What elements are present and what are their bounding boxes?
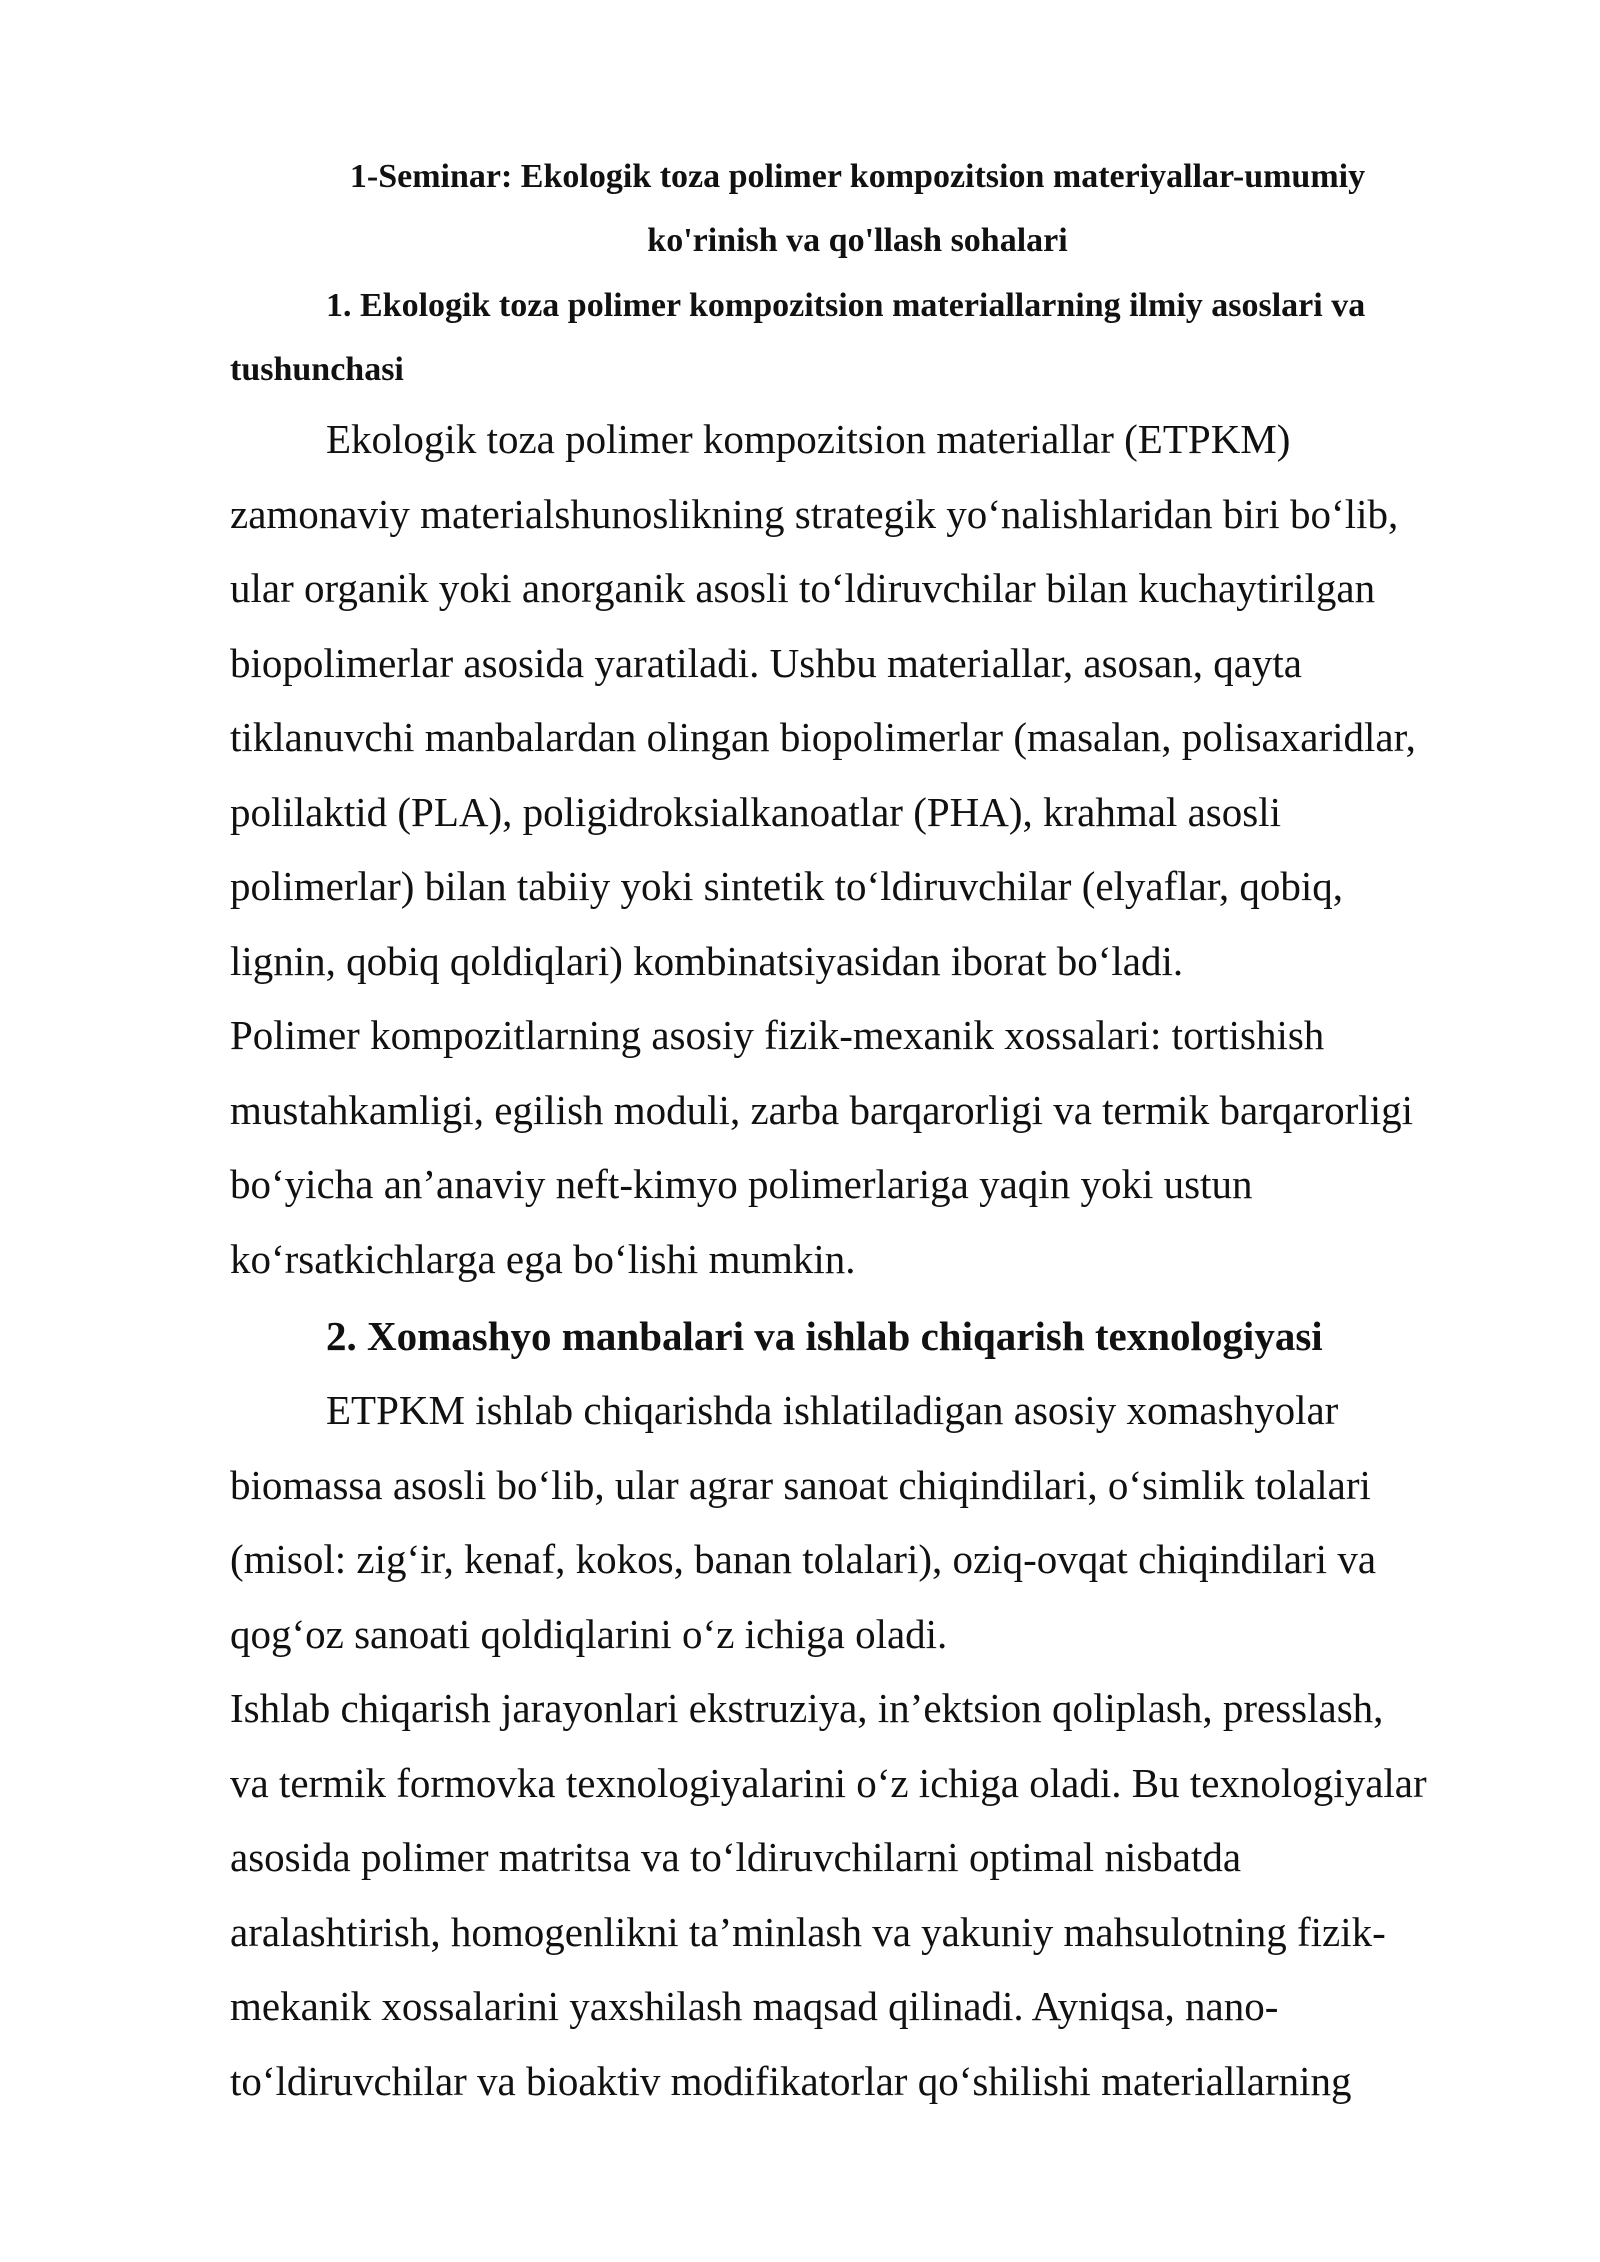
title-line-1: 1-Seminar: Ekologik toza polimer kompozitsion materiyallar-umumiy bbox=[349, 158, 1366, 195]
paragraph-line: to‘ldiruvchilar va bioaktiv modifikatorlar qo‘shilishi materiallarning bbox=[230, 2057, 1352, 2104]
section-1-heading-line-1 bbox=[230, 274, 1492, 338]
section-2-heading: 2. Xomashyo manbalari va ishlab chiqarish texnologiyasi bbox=[326, 1313, 1323, 1359]
section-1-heading-text-1: 1. Ekologik toza polimer kompozitsion materiallarning ilmiy asoslari va bbox=[326, 287, 1366, 324]
paragraph-line: ular organik yoki anorganik asosli to‘ldiruvchilar bilan kuchaytirilgan bbox=[230, 565, 1376, 611]
paragraph-line: ETPKM ishlab chiqarishda ishlatiladigan asosiy xomashyolar bbox=[326, 1387, 1339, 1433]
paragraph-4 bbox=[230, 1671, 1500, 2118]
paragraph-line: mustahkamligi, egilish moduli, zarba barqarorligi va termik barqarorligi bbox=[230, 1086, 1413, 1133]
section-1-heading bbox=[230, 274, 1492, 402]
paragraph-2 bbox=[230, 998, 1500, 1296]
paragraph-line: lignin, qobiq qoldiqlari) kombinatsiyasidan iborat bo‘ladi. bbox=[230, 937, 1184, 984]
paragraph-line: Polimer kompozitlarning asosiy fizik-mexanik xossalari: tortishish bbox=[230, 1012, 1325, 1058]
document-title bbox=[230, 145, 1485, 273]
paragraph-line: bo‘yicha an’anaviy neft-kimyo polimerlariga yaqin yoki ustun bbox=[230, 1161, 1253, 1207]
paragraph-line: ko‘rsatkichlarga ega bo‘lishi mumkin. bbox=[230, 1235, 856, 1282]
title-line-2: ko'rinish va qo'llash sohalari bbox=[647, 222, 1068, 259]
paragraph-line: asosida polimer matritsa va to‘ldiruvchilarni optimal nisbatda bbox=[230, 1834, 1242, 1880]
section-1-heading-line-2: tushunchasi bbox=[230, 351, 404, 388]
paragraph-line: Ishlab chiqarish jarayonlari ekstruziya, in’ektsion qoliplash, presslash, bbox=[230, 1685, 1384, 1731]
paragraph-line: va termik formovka texnologiyalarini o‘z ichiga oladi. Bu texnologiyalar bbox=[230, 1759, 1427, 1806]
paragraph-line: tiklanuvchi manbalardan olingan biopolimerlar (masalan, polisaxaridlar, bbox=[230, 714, 1416, 760]
paragraph-line: qog‘oz sanoati qoldiqlarini o‘z ichiga oladi. bbox=[230, 1610, 948, 1657]
paragraph-line: Ekologik toza polimer kompozitsion materiallar (ETPKM) bbox=[326, 416, 1291, 462]
paragraph-line: aralashtirish, homogenlikni ta’minlash va yakuniy mahsulotning fizik- bbox=[230, 1908, 1386, 1955]
paragraph-3 bbox=[230, 1373, 1500, 1671]
paragraph-line: polilaktid (PLA), poligidroksialkanoatlar (PHA), krahmal asosli bbox=[230, 788, 1282, 835]
paragraph-1 bbox=[230, 402, 1500, 998]
paragraph-line: biomassa asosli bo‘lib, ular agrar sanoat chiqindilari, o‘simlik tolalari bbox=[230, 1461, 1371, 1508]
paragraph-line: mekanik xossalarini yaxshilash maqsad qilinadi. Ayniqsa, nano- bbox=[230, 1983, 1279, 2029]
paragraph-line: polimerlar) bilan tabiiy yoki sintetik to‘ldiruvchilar (elyaflar, qobiq, bbox=[230, 863, 1344, 909]
paragraph-line: biopolimerlar asosida yaratiladi. Ushbu materiallar, asosan, qayta bbox=[230, 639, 1302, 686]
paragraph-line: zamonaviy materialshunoslikning strategik yo‘nalishlaridan biri bo‘lib, bbox=[230, 490, 1399, 537]
paragraph-line: (misol: zig‘ir, kenaf, kokos, banan tolalari), oziq-ovqat chiqindilari va bbox=[230, 1536, 1377, 1582]
